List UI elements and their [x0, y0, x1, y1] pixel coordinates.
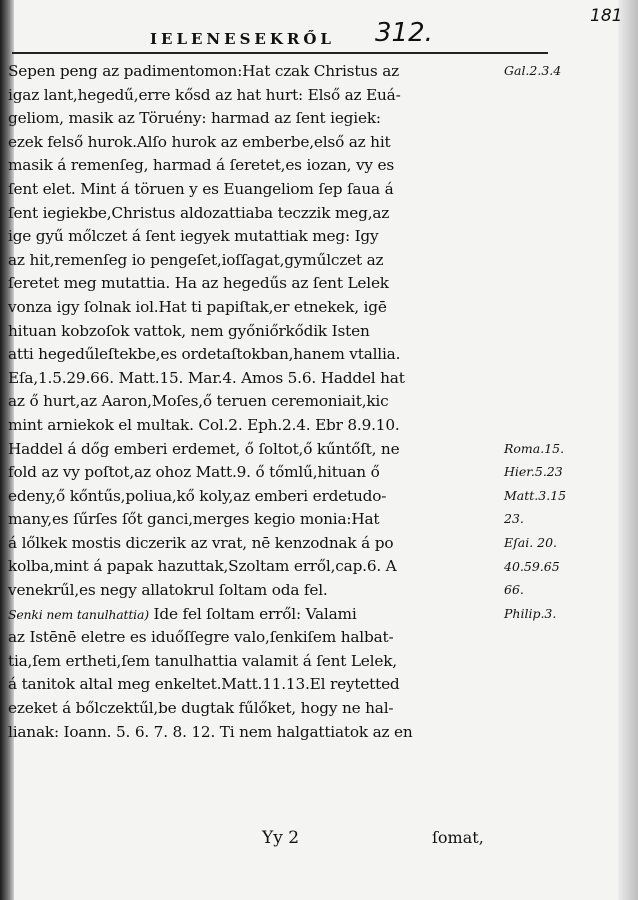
margin-reference: Hier.5.23	[504, 464, 563, 480]
text-line: ige gyű mőlczet á ſent iegyek mutattiak meg: Igy	[8, 227, 379, 246]
margin-reference: 40.59.65	[504, 558, 560, 574]
text-line: vonza igy ſolnak iol.Hat ti papiſtak,er etnekek, igē	[8, 297, 387, 316]
text-line: Sepen peng az padimentomon:Hat czak Christus az	[8, 62, 400, 80]
text-line: az hit,remenſeg io pengeſet,ioſſagat,gyműlczet az	[8, 250, 384, 269]
text-line: Haddel á dőg emberi erdemet, ő ſoltot,ő kűntőſt, ne	[8, 439, 400, 458]
catchword: ſomat,	[432, 828, 484, 847]
body-text	[8, 60, 504, 744]
text-line: ſent elet. Mint á töruen y es Euangeliom ſep ſaua á	[8, 179, 394, 198]
text-line: á lőlkek mostis diczerik az vrat, nē kenzodnak á po	[8, 533, 394, 552]
text-line: geliom, masik az Töruény: harmad az ſent iegiek:	[8, 109, 381, 128]
margin-reference: Philip.3.	[504, 605, 557, 621]
text-line: á tanitok altal meg enkeltet.Matt.11.13.El reytetted	[8, 675, 400, 694]
line-text: Ide fel ſoltam erről: Valami	[148, 604, 357, 623]
text-line: masik á remenſeg, harmad á ſeretet,es iozan, vy es	[8, 156, 394, 175]
page-number: 312.	[375, 18, 433, 48]
text-line: atti hegedűleſtekbe,es ordetaſtokban,hanem vtallia.	[8, 345, 401, 364]
running-head: IELENESEKRŐL	[150, 30, 335, 48]
margin-reference: Roma.15.	[504, 440, 565, 456]
text-line: fold az vy poſtot,az ohoz Matt.9. ő tőmlű,hituan ő	[8, 463, 380, 482]
margin-reference: Eſai. 20.	[504, 535, 558, 550]
text-line: ezeket á bőlczektűl,be dugtak fűlőket, hogy ne hal-	[8, 699, 394, 718]
page-edge	[618, 0, 638, 900]
text-line: az ő hurt,az Aaron,Moſes,ő teruen ceremoniait,kic	[8, 392, 389, 411]
text-line: kolba,mint á papak hazuttak,Szoltam erről,cap.6. A	[8, 557, 397, 576]
text-line: Eſa,1.5.29.66. Matt.15. Mar.4. Amos 5.6. Haddel hat	[8, 368, 405, 387]
head-rule	[12, 52, 548, 54]
text-line: venekrűl,es negy allatokrul ſoltam oda fel.	[8, 581, 328, 600]
italic-lemma: Senki nem tanulhattia)	[8, 606, 149, 622]
text-line: many,es ſűrſes ſőt ganci,merges kegio monia:Hat	[8, 510, 380, 529]
text-line: ſeretet meg mutattia. Ha az hegedűs az ſent Lelek	[8, 274, 389, 293]
text-line: ezek felső hurok.Alſo hurok az emberbe,első az hit	[8, 132, 391, 151]
text-line: az Istēnē eletre es iduőſſegre valo,ſenkiſem halbat-	[8, 628, 394, 647]
margin-reference: 23.	[504, 511, 524, 527]
text-line: ſent iegiekbe,Christus aldozattiaba teczzik meg,az	[8, 203, 390, 222]
text-line: hituan kobzoſok vattok, nem győniőrkődik Isten	[8, 321, 370, 340]
text-line: lianak: Ioann. 5. 6. 7. 8. 12. Ti nem halgattiatok az en	[8, 722, 413, 741]
text-line: edeny,ő kőntűs,poliua,kő koly,az emberi erdetudo-	[8, 486, 387, 505]
margin-reference: Gal.2.3.4	[504, 63, 562, 78]
text-line: mint arniekok el multak. Col.2. Eph.2.4. Ebr 8.9.10.	[8, 415, 400, 434]
text-line: tia,ſem ertheti,ſem tanulhattia valamit á ſent Lelek,	[8, 651, 397, 670]
text-line	[8, 603, 504, 627]
margin-reference: 66.	[504, 582, 524, 598]
text-line: igaz lant,hegedű,erre kősd az hat hurt: Első az Euá-	[8, 85, 401, 104]
signature-mark: Yy 2	[262, 828, 300, 848]
margin-reference: Matt.3.15	[504, 487, 567, 503]
handwritten-folio-note: 181	[590, 6, 623, 26]
